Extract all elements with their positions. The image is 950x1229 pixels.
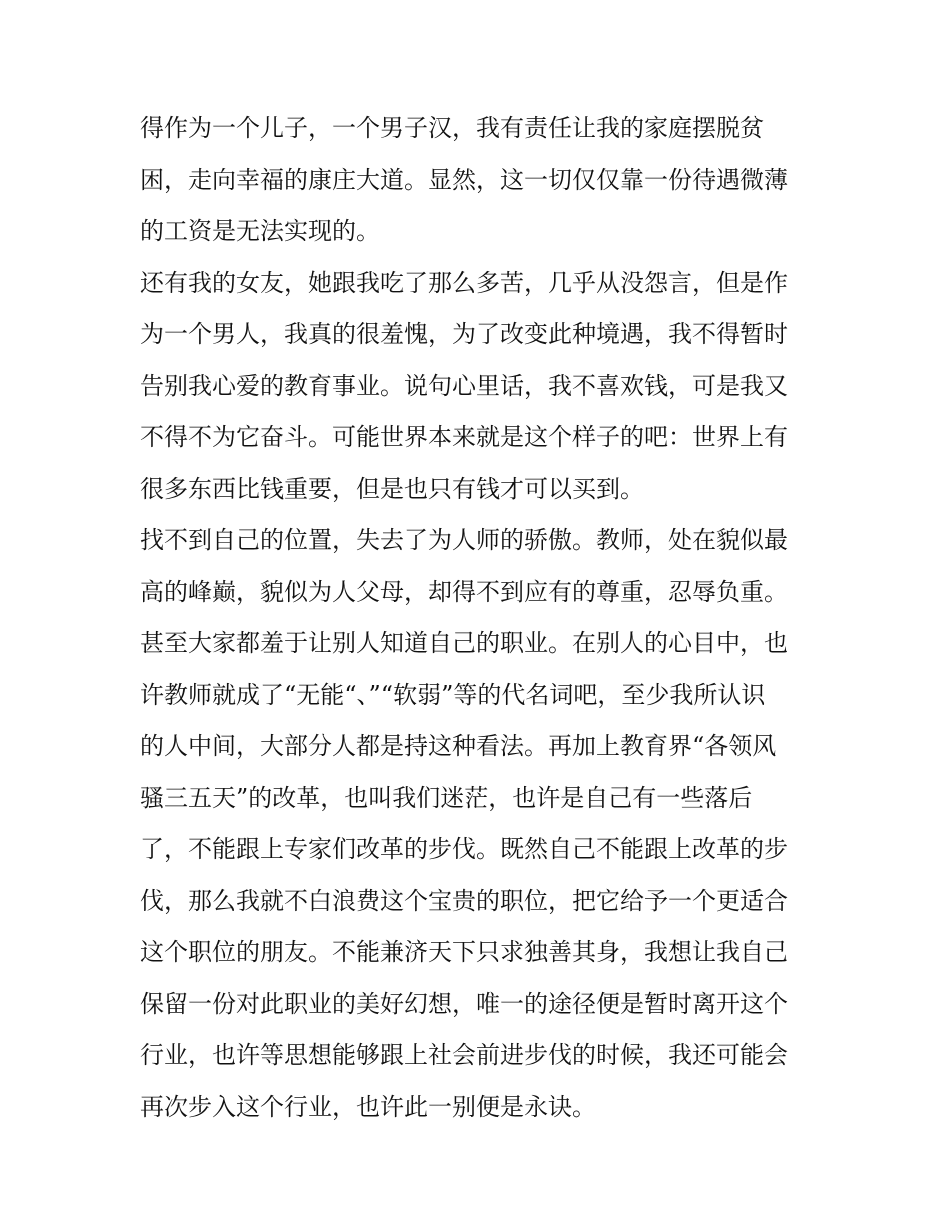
text-line: 甚至大家都羞于让别人知道自己的职业。在别人的心目中，也 bbox=[140, 629, 788, 657]
text-line: 的工资是无法实现的。 bbox=[140, 217, 380, 245]
body-text bbox=[140, 103, 820, 1133]
text-line: 再次步入这个行业，也许此一别便是永诀。 bbox=[140, 1092, 596, 1121]
text-line: 还有我的女友，她跟我吃了那么多苦，几乎从没怨言，但是作 bbox=[140, 268, 788, 297]
text-line: 不得不为它奋斗。可能世界本来就是这个样子的吧：世界上有 bbox=[140, 423, 788, 451]
text-line: 许教师就成了“无能“、”“软弱”等的代名词吧，至少我所认识 bbox=[140, 680, 766, 709]
text-line: 很多东西比钱重要，但是也只有钱才可以买到。 bbox=[140, 474, 644, 503]
text-line: 保留一份对此职业的美好幻想，唯一的途径便是暂时离开这个 bbox=[140, 989, 788, 1018]
text-line: 得作为一个儿子，一个男子汉，我有责任让我的家庭摆脱贫 bbox=[140, 114, 764, 142]
text-line: 了，不能跟上专家们改革的步伐。既然自己不能跟上改革的步 bbox=[140, 835, 788, 863]
text-line: 找不到自己的位置，失去了为人师的骄傲。教师，处在貌似最 bbox=[140, 526, 788, 554]
text-line: 的人中间，大部分人都是持这种看法。再加上教育界“各领风 bbox=[140, 732, 777, 760]
text-line: 这个职位的朋友。不能兼济天下只求独善其身，我想让我自己 bbox=[140, 938, 788, 966]
text-line: 高的峰巅，貌似为人父母，却得不到应有的尊重，忍辱负重。 bbox=[140, 577, 788, 606]
text-line: 行业，也许等思想能够跟上社会前进步伐的时候，我还可能会 bbox=[140, 1041, 788, 1069]
text-line: 困，走向幸福的康庄大道。显然，这一切仅仅靠一份待遇微薄 bbox=[140, 165, 788, 194]
text-line: 告别我心爱的教育事业。说句心里话，我不喜欢钱，可是我又 bbox=[140, 371, 788, 400]
text-line: 骚三五天”的改革，也叫我们迷茫，也许是自己有一些落后 bbox=[140, 783, 753, 812]
text-line: 为一个男人，我真的很羞愧，为了改变此种境遇，我不得暂时 bbox=[140, 320, 788, 348]
text-line: 伐，那么我就不白浪费这个宝贵的职位，把它给予一个更适合 bbox=[140, 886, 788, 915]
